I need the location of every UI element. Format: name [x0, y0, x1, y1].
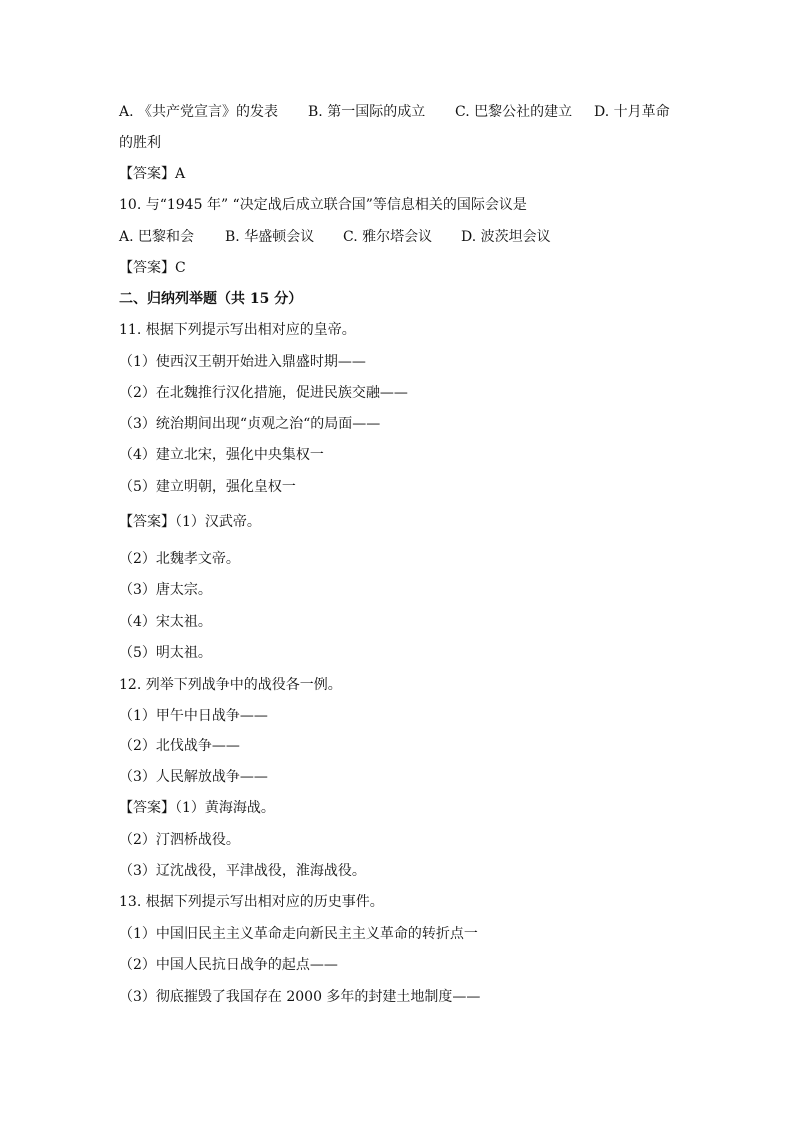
q12-answer-3: （3）辽沈战役，平津战役，淮海战役。 — [119, 863, 366, 879]
q11-answer-5: （5）明太祖。 — [119, 645, 212, 661]
q11-item-1: （1）使西汉王朝开始进入鼎盛时期—— — [119, 354, 366, 370]
q11-answer-2: （2）北魏孝文帝。 — [119, 551, 240, 567]
q13-stem: 13. 根据下列提示写出相对应的历史事件。 — [119, 894, 384, 910]
q9-option-b: B. 第一国际的成立 — [308, 104, 426, 120]
q11-item-2: （2）在北魏推行汉化措施，促进民族交融—— — [119, 385, 408, 401]
q9-option-c: C. 巴黎公社的建立 — [455, 104, 573, 120]
q9-option-d-wrap: 的胜利 — [119, 135, 161, 151]
q10-option-d: D. 波茨坦会议 — [461, 229, 551, 245]
q10-options-row — [119, 227, 551, 247]
q10-option-a: A. 巴黎和会 — [119, 229, 195, 245]
q11-answer-1: 【答案】（1）汉武帝。 — [119, 514, 261, 530]
q10-answer: 【答案】C — [119, 260, 186, 276]
q12-item-1: （1）甲午中日战争—— — [119, 708, 268, 724]
q11-answer-4: （4）宋太祖。 — [119, 614, 212, 630]
q13-item-2: （2）中国人民抗日战争的起点—— — [119, 957, 338, 973]
q11-stem: 11. 根据下列提示写出相对应的皇帝。 — [119, 322, 356, 338]
q13-item-1: （1）中国旧民主主义革命走向新民主主义革命的转折点一 — [119, 926, 478, 942]
q9-option-d: D. 十月革命 — [594, 104, 670, 120]
q9-answer: 【答案】A — [119, 166, 186, 182]
q11-item-4: （4）建立北宋，强化中央集权一 — [119, 447, 324, 463]
q10-option-b: B. 华盛顿会议 — [225, 229, 315, 245]
q12-answer-1: 【答案】（1）黄海海战。 — [119, 800, 275, 816]
q12-item-2: （2）北伐战争—— — [119, 738, 240, 754]
q12-item-3: （3）人民解放战争—— — [119, 769, 268, 785]
q11-item-5: （5）建立明朝，强化皇权一 — [119, 479, 296, 495]
q11-item-3: （3）统治期间出现“贞观之治“的局面—— — [119, 416, 381, 432]
q10-option-c: C. 雅尔塔会议 — [343, 229, 433, 245]
q9-option-a: A. 《共产党宣言》的发表 — [119, 104, 279, 120]
q12-stem: 12. 列举下列战争中的战役各一例。 — [119, 677, 342, 693]
q9-options-row — [119, 102, 670, 122]
q10-stem: 10. 与“1945 年” “决定战后成立联合国”等信息相关的国际会议是 — [119, 197, 527, 213]
q13-item-3: （3）彻底摧毁了我国存在 2000 多年的封建土地制度—— — [119, 989, 481, 1005]
section-heading: 二、归纳列举题（共 15 分） — [119, 291, 303, 307]
q12-answer-2: （2）汀泗桥战役。 — [119, 832, 240, 848]
q11-answer-3: （3）唐太宗。 — [119, 582, 212, 598]
